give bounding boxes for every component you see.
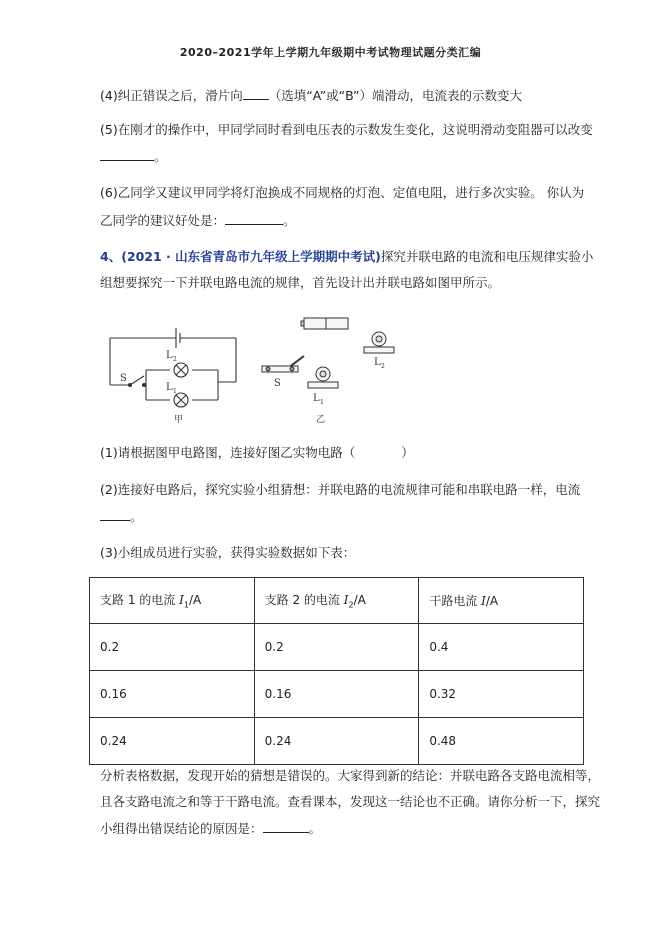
table-row [90, 671, 584, 718]
question-text: (1)请根据图甲电路图，连接好图乙实物电路（ [100, 445, 356, 460]
question-4-5-line1 [100, 120, 593, 140]
table-cell: 0.24 [90, 718, 255, 765]
table-row [90, 718, 584, 765]
sub-question-2-line2 [100, 506, 570, 527]
battery-2 [326, 318, 348, 329]
question-text: 探究并联电路的电流和电压规律实验小 [380, 249, 594, 264]
question-text: 且各支路电流之和等于干路电流。查看课本，发现这一结论也不正确。请你分析一下，探究 [100, 794, 601, 809]
table-cell: 0.2 [90, 624, 255, 671]
question-4-intro-line2 [100, 273, 570, 293]
label-l2-yi-sub: 2 [381, 363, 385, 370]
question-text: （选填“A”或“B”）端滑动，电流表的示数变大 [268, 88, 523, 103]
table-cell: 0.48 [419, 718, 584, 765]
label-l2-jia: L [166, 350, 173, 361]
sub-question-3 [100, 543, 570, 563]
question-text: 乙同学的建议好处是： [100, 213, 226, 228]
question-text: (6)乙同学又建议甲同学将灯泡换成不同规格的灯泡、定值电阻，进行多次实验。 你认为 [100, 185, 585, 200]
question-text: 组想要探究一下并联电路电流的规律，首先设计出并联电路如图甲所示。 [100, 275, 501, 290]
question-4-6-line2 [100, 210, 570, 231]
question-text: 。 [154, 149, 167, 164]
label-l1-jia: L [166, 382, 173, 393]
battery-1 [304, 318, 326, 329]
label-s-yi: S [274, 378, 281, 389]
question-text: (3)小组成员进行实验，获得实验数据如下表： [100, 545, 356, 560]
answer-blank[interactable] [100, 146, 154, 161]
table-cell: 0.16 [254, 671, 419, 718]
answer-blank[interactable] [225, 210, 283, 225]
switch-blade [130, 376, 144, 385]
table-cell: 0.4 [419, 624, 584, 671]
analysis-line2 [100, 792, 601, 812]
table-header-cell: 支路 1 的电流 $I_1/A$ [90, 578, 255, 624]
table-header-cell: 支路 2 的电流 $I_2/A$ [254, 578, 419, 624]
question-text: (5)在刚才的操作中，甲同学同时看到电压表的示数发生变化，这说明滑动变阻器可以改变 [100, 122, 593, 137]
question-4-4 [100, 85, 570, 106]
question-text: 分析表格数据，发现开始的猜想是错误的。大家得到新的结论：并联电路各支路电流相等， [100, 768, 601, 783]
question-4-6-line1 [100, 183, 585, 203]
question-text: ） [401, 445, 414, 460]
answer-blank[interactable] [100, 506, 130, 521]
label-jia: 甲 [174, 415, 184, 425]
table-cell: 0.24 [254, 718, 419, 765]
question-text: 。 [130, 509, 143, 524]
table-row [90, 624, 584, 671]
label-s-jia: S [120, 373, 127, 384]
sub-question-1 [100, 443, 570, 463]
table-cell: 0.2 [254, 624, 419, 671]
circuit-figure [100, 310, 520, 440]
label-l1-yi: L [313, 393, 320, 404]
table-header-row [90, 578, 584, 624]
analysis-line1 [100, 766, 601, 786]
label-l2-yi: L [374, 357, 381, 368]
question-text: (2)连接好电路后，探究实验小组猜想：并联电路的电流规律可能和串联电路一样，电流 [100, 482, 581, 497]
label-yi: 乙 [316, 415, 326, 425]
table-cell: 0.32 [419, 671, 584, 718]
label-l1-sub: 1 [173, 388, 177, 395]
label-l1-yi-sub: 1 [320, 399, 324, 406]
question-4-intro-line1 [100, 247, 594, 267]
question-number: 4、(2021 · 山东省青岛市九年级上学期期中考试) [100, 249, 381, 264]
answer-blank[interactable] [243, 85, 269, 100]
question-text: (4)纠正错误之后，滑片向 [100, 88, 243, 103]
analysis-line3 [100, 818, 570, 839]
circuit-diagram-jia [110, 328, 236, 407]
page-header: 2020–2021学年上学期九年级期中考试物理试题分类汇编 [179, 46, 482, 59]
question-4-5-line2 [100, 146, 570, 167]
sub-question-2-line1 [100, 480, 581, 500]
data-table [89, 577, 584, 765]
question-text: 。 [283, 213, 296, 228]
physical-circuit-yi [262, 318, 394, 388]
lamp-l2-base [364, 347, 394, 353]
table-header-cell: 干路电流 I/A [419, 578, 584, 624]
answer-blank[interactable] [263, 818, 309, 833]
table-cell: 0.16 [90, 671, 255, 718]
lamp-l1-base [308, 382, 338, 388]
question-text: 小组得出错误结论的原因是： [100, 821, 263, 836]
question-text: 。 [308, 821, 322, 836]
label-l2-sub: 2 [173, 356, 177, 363]
